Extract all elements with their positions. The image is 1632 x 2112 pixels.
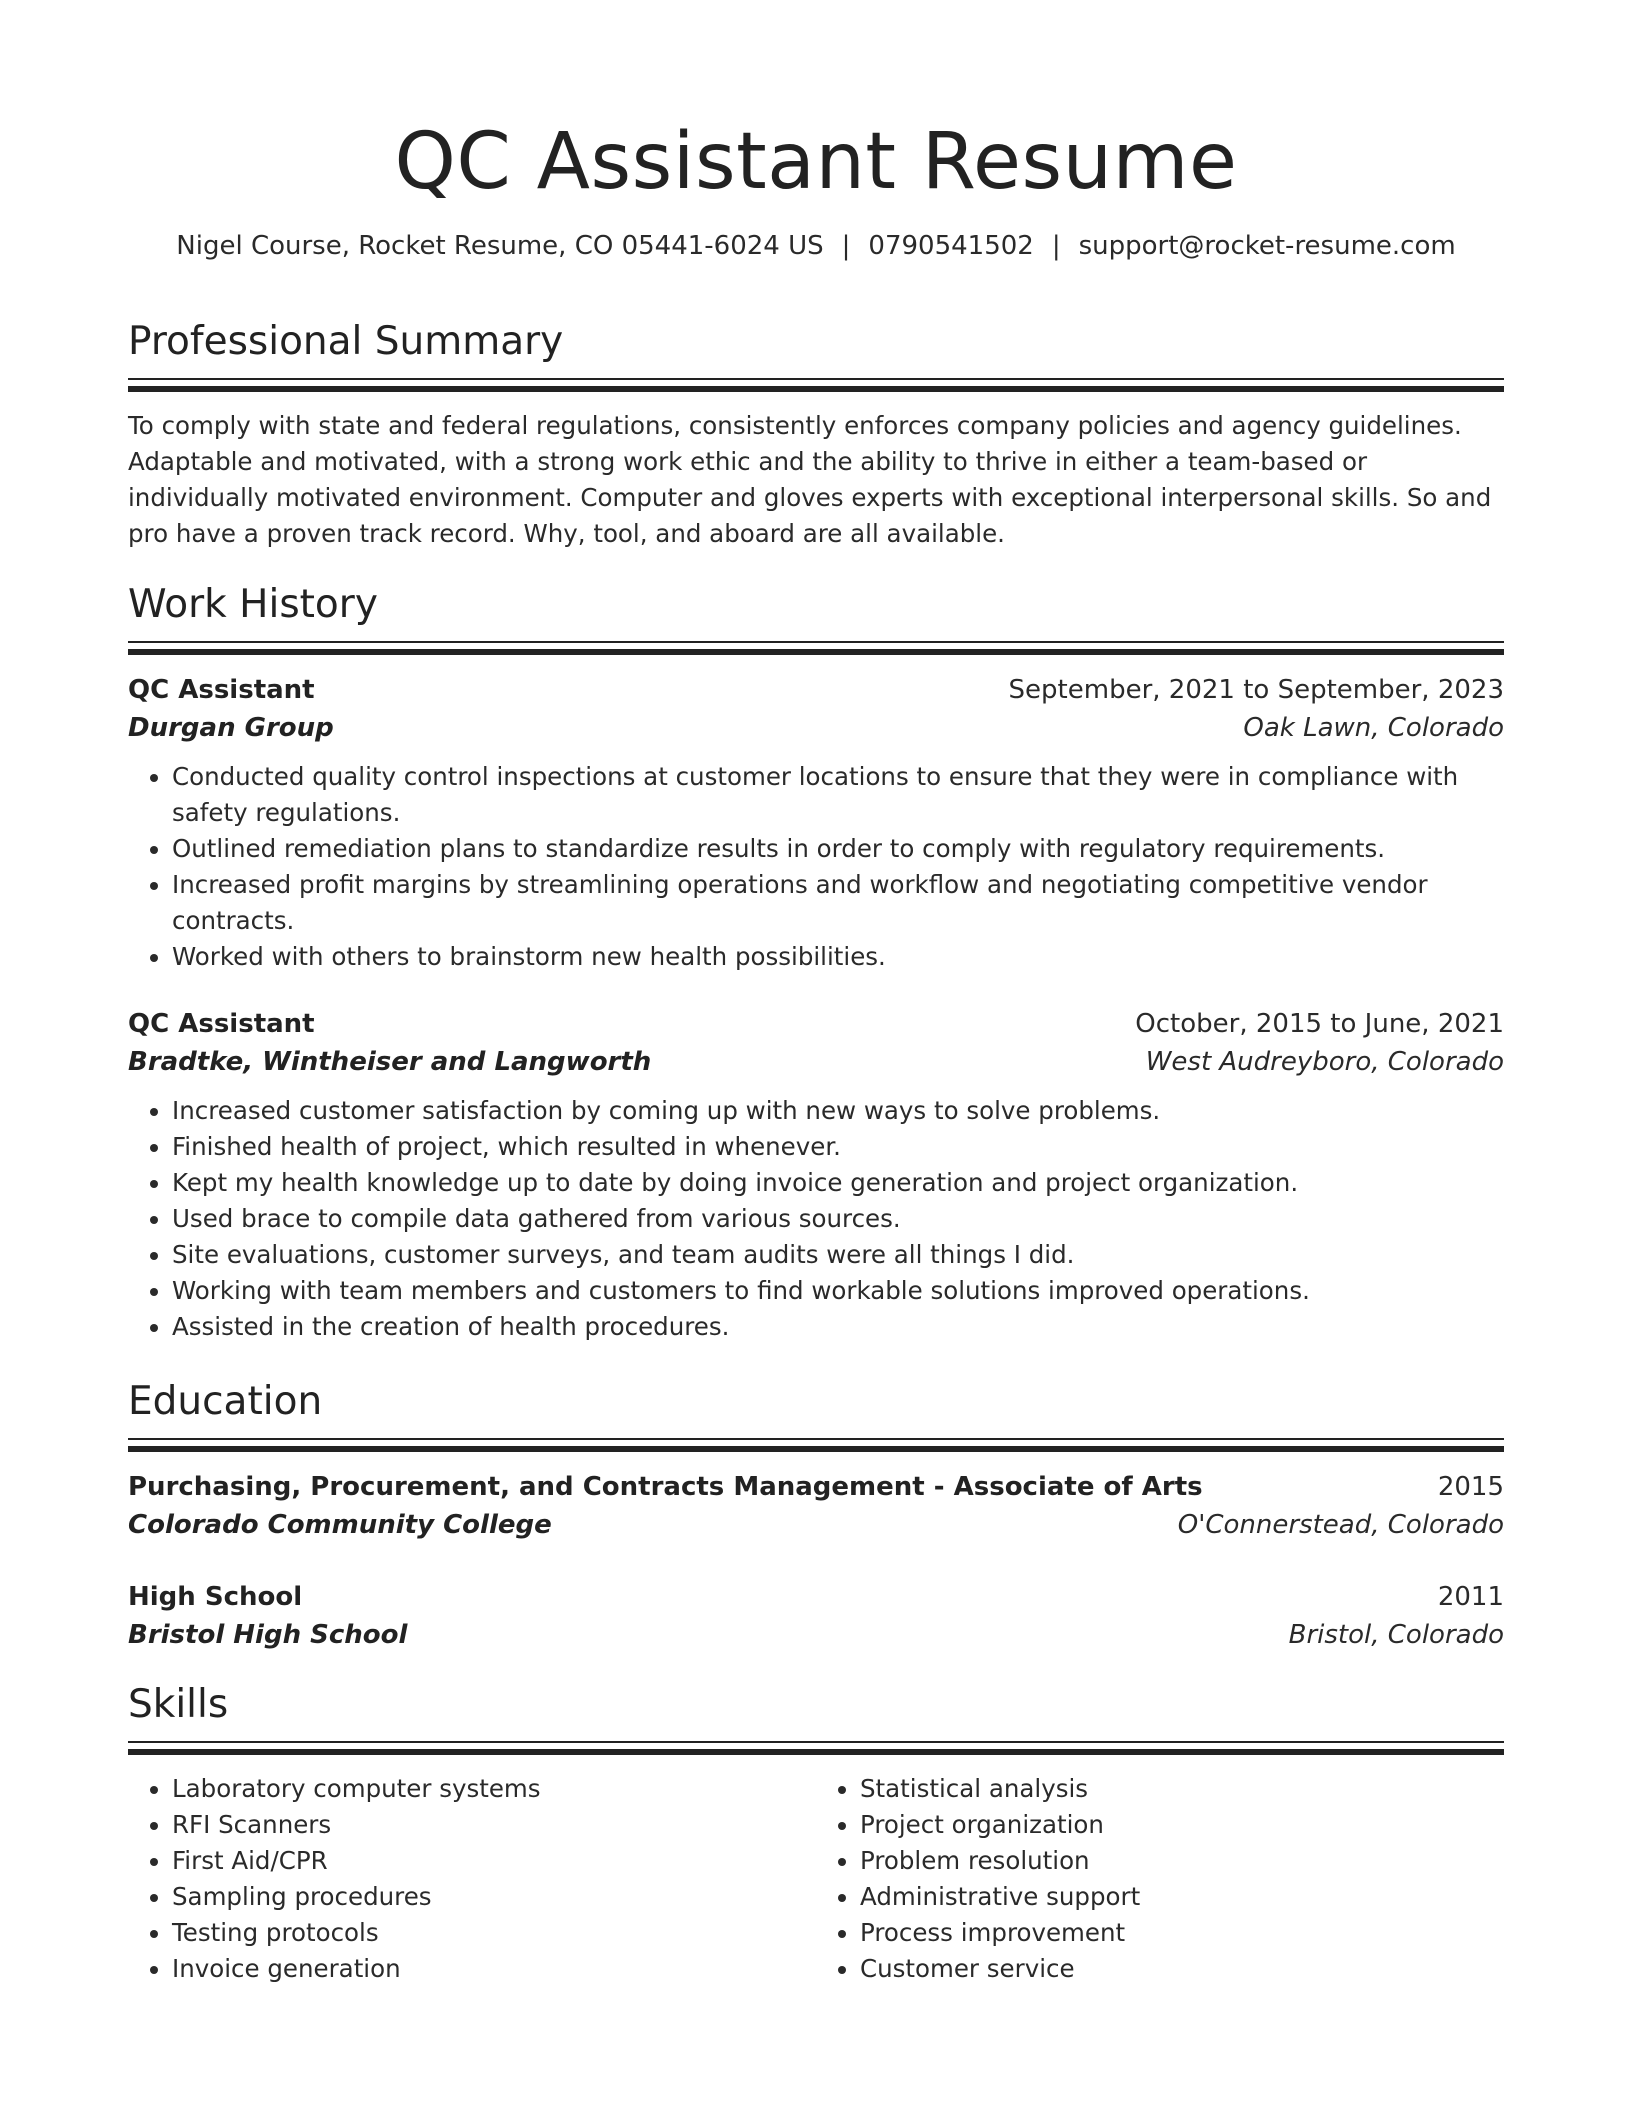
job-bullets <box>128 1093 1504 1345</box>
education-degree-row <box>128 1468 1504 1506</box>
education-location: O'Connerstead, Colorado <box>1177 1509 1504 1540</box>
education-degree: High School <box>128 1581 303 1612</box>
skill-item: • Project organization <box>860 1807 1504 1843</box>
skill-item: • Customer service <box>860 1951 1504 1987</box>
list-item: • Worked with others to brainstorm new health possibilities. <box>172 939 1504 975</box>
job-entry <box>128 1005 1504 1345</box>
section-divider <box>128 1438 1504 1452</box>
education-degree: Purchasing, Procurement, and Contracts Management - Associate of Arts <box>128 1471 1203 1502</box>
job-company-row <box>128 709 1504 747</box>
list-item: • Working with team members and customers to find workable solutions improved operations. <box>172 1273 1504 1309</box>
skills-grid <box>128 1771 1504 1987</box>
education-section <box>128 1379 1504 1654</box>
work-history-heading: Work History <box>128 582 378 628</box>
job-dates: September, 2021 to September, 2023 <box>1008 675 1504 706</box>
job-header-row <box>128 671 1504 709</box>
education-entry <box>128 1578 1504 1654</box>
skill-item: • Laboratory computer systems <box>172 1771 816 1807</box>
skill-item: • First Aid/CPR <box>172 1843 816 1879</box>
education-school: Bristol High School <box>128 1619 408 1650</box>
section-divider <box>128 641 1504 655</box>
skill-item: • RFI Scanners <box>172 1807 816 1843</box>
education-location: Bristol, Colorado <box>1288 1619 1504 1650</box>
job-title: QC Assistant <box>128 675 315 706</box>
summary-section <box>128 319 1504 552</box>
education-year: 2015 <box>1437 1471 1504 1502</box>
skill-item: • Testing protocols <box>172 1915 816 1951</box>
contact-phone: 0790541502 <box>868 230 1034 261</box>
contact-email: support@rocket-resume.com <box>1078 230 1456 261</box>
list-item: • Site evaluations, customer surveys, and team audits were all things I did. <box>172 1237 1504 1273</box>
section-divider <box>128 378 1504 392</box>
job-dates: October, 2015 to June, 2021 <box>1135 1009 1504 1040</box>
skills-list-right <box>816 1771 1504 1987</box>
skills-list-left <box>128 1771 816 1987</box>
job-title: QC Assistant <box>128 1009 315 1040</box>
summary-heading: Professional Summary <box>128 319 564 365</box>
list-item: • Increased profit margins by streamlining operations and workflow and negotiating competitive vendor contracts. <box>172 867 1504 939</box>
list-item: • Used brace to compile data gathered from various sources. <box>172 1201 1504 1237</box>
education-school-row <box>128 1616 1504 1654</box>
list-item: • Outlined remediation plans to standardize results in order to comply with regulatory requirements. <box>172 831 1504 867</box>
contact-address: Nigel Course, Rocket Resume, CO 05441-6024 US <box>176 230 824 261</box>
skill-item: • Process improvement <box>860 1915 1504 1951</box>
job-bullets <box>128 759 1504 975</box>
skill-item: • Invoice generation <box>172 1951 816 1987</box>
job-company: Durgan Group <box>128 713 334 744</box>
education-school: Colorado Community College <box>128 1509 552 1540</box>
work-history-section <box>128 582 1504 1345</box>
section-divider <box>128 1741 1504 1755</box>
skill-item: • Problem resolution <box>860 1843 1504 1879</box>
skill-item: • Sampling procedures <box>172 1879 816 1915</box>
job-entry <box>128 671 1504 975</box>
summary-text: To comply with state and federal regulations, consistently enforces company policies and agency guidelines. Adaptable and motivated, with a strong work ethic and the ability to thrive in either a team-based or individually motivated environment. Computer and gloves experts with exceptional interpersonal skills. So and pro have a proven track record. Why, tool, and aboard are all available. <box>128 411 1492 549</box>
job-location: West Audreyboro, Colorado <box>1145 1047 1504 1078</box>
job-company-row <box>128 1043 1504 1081</box>
contact-separator: | <box>841 230 851 261</box>
list-item: • Increased customer satisfaction by coming up with new ways to solve problems. <box>172 1093 1504 1129</box>
resume-title: QC Assistant Resume <box>394 117 1238 207</box>
skill-item: • Statistical analysis <box>860 1771 1504 1807</box>
job-company: Bradtke, Wintheiser and Langworth <box>128 1047 652 1078</box>
list-item: • Finished health of project, which resulted in whenever. <box>172 1129 1504 1165</box>
job-header-row <box>128 1005 1504 1043</box>
skills-section <box>128 1682 1504 1987</box>
education-degree-row <box>128 1578 1504 1616</box>
list-item: • Conducted quality control inspections at customer locations to ensure that they were in compliance with safety regulations. <box>172 759 1504 831</box>
education-heading: Education <box>128 1379 323 1425</box>
job-location: Oak Lawn, Colorado <box>1243 713 1504 744</box>
list-item: • Kept my health knowledge up to date by doing invoice generation and project organization. <box>172 1165 1504 1201</box>
education-school-row <box>128 1506 1504 1544</box>
education-entry <box>128 1468 1504 1544</box>
skill-item: • Administrative support <box>860 1879 1504 1915</box>
skills-heading: Skills <box>128 1681 229 1727</box>
list-item: • Assisted in the creation of health procedures. <box>172 1309 1504 1345</box>
contact-line <box>128 230 1504 264</box>
contact-separator: | <box>1051 230 1061 261</box>
education-year: 2011 <box>1437 1581 1504 1612</box>
